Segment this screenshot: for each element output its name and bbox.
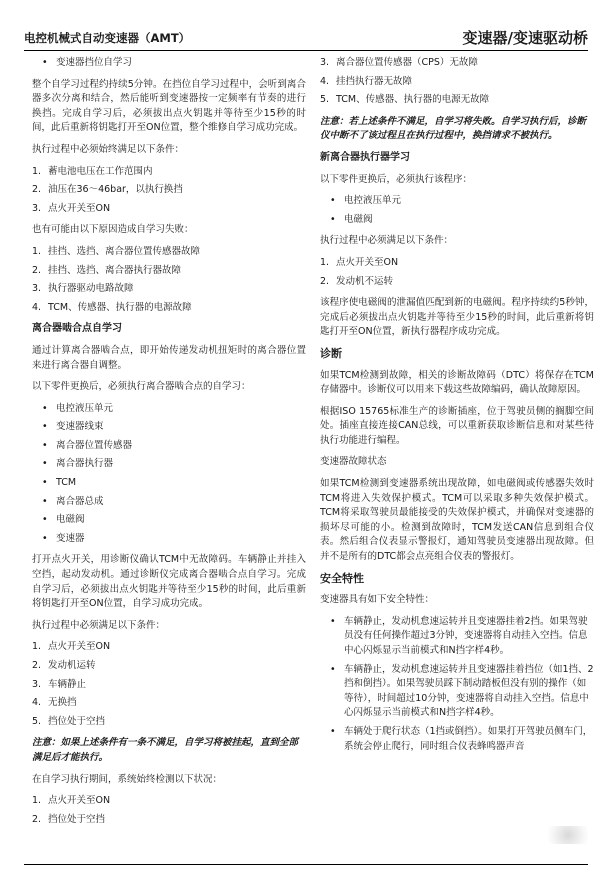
list-item [32, 165, 306, 180]
bullet-list [320, 615, 594, 754]
list-item [32, 813, 306, 828]
list-item [32, 659, 306, 674]
list-number: 3. [32, 283, 42, 295]
list-item [320, 275, 594, 290]
paragraph: 打开点火开关，用诊断仪确认TCM中无故障码。车辆静止并挂入空挡，起动发动机。通过诊断仪完成离合器啮合点自学习。完成自学习后，必须拔出点火钥匙并等待至少15秒的时间，此后重新将钥匙打开至ON位置，自学习成功完成。 [32, 554, 306, 610]
bullet-list [32, 402, 306, 547]
list-item-text: 电控液压单元 [344, 195, 402, 207]
list-item [320, 256, 594, 271]
list-number: 1. [32, 165, 42, 177]
list-item-text: 离合器执行器 [56, 458, 114, 470]
section-title: 诊断 [320, 346, 342, 360]
list-number: 2. [32, 184, 42, 196]
list-number: 1. [32, 245, 42, 257]
list-item [32, 282, 306, 297]
numbered-list [32, 245, 306, 315]
numbered-list [32, 640, 306, 729]
list-number: 1. [32, 641, 42, 653]
list-item-text: 电磁阀 [56, 514, 85, 526]
list-item-text: 挡位处于空挡 [48, 715, 106, 727]
list-item [32, 457, 306, 472]
bullet-list-intro [32, 56, 306, 71]
list-number: 2. [32, 813, 42, 825]
list-item-text: 点火开关至ON [48, 795, 111, 807]
list-item-text: 变速器线束 [56, 421, 104, 433]
list-item-text: 车辆静止，发动机怠速运转并且变速器挂着2挡。如果驾驶员没有任何操作超过3分钟，变速器将自动挂入空挡。信息中心闪烁显示当前模式和N挡字样4秒。 [344, 615, 588, 656]
paragraph: 变速器具有如下安全特性： [320, 594, 435, 606]
list-item [320, 75, 594, 90]
list-item [320, 615, 594, 659]
list-item-text: 离合器位置传感器（CPS）无故障 [336, 57, 478, 68]
list-number: 3. [320, 57, 330, 68]
list-item-text: TCM、传感器、执行器的电源无故障 [336, 94, 490, 106]
paragraph: 以下零件更换后，必须执行该程序： [320, 173, 473, 185]
list-item [32, 794, 306, 809]
warning-note: 注意：如果上述条件有一条不满足，自学习将被挂起，直到全部满足后才能执行。 [32, 737, 299, 763]
list-number: 2. [32, 660, 42, 671]
list-item-text: 离合器总成 [56, 495, 104, 507]
list-item-text: 挡位处于空挡 [48, 813, 106, 825]
paragraph: 该程序使电磁阀的泄漏值匹配到新的电磁阀。程序持续约5秒钟，完成后必须拔出点火钥匙并等待至少15秒的时间，此后重新将钥匙打开至ON位置，新执行器程序成功完成。 [320, 297, 594, 338]
warning-note: 注意：若上述条件不满足，自学习将失败。自学习执行后，诊断仪中断不了该过程且在执行过程中，换挡请求不被执行。 [320, 115, 587, 142]
list-item [320, 93, 594, 108]
bullet-list [320, 194, 594, 227]
list-item [32, 402, 306, 417]
subheading: 变速器故障状态 [320, 456, 387, 468]
list-item [32, 245, 306, 260]
list-item: • 变速器挡位自学习 [32, 56, 306, 71]
list-item [32, 532, 306, 547]
list-item [32, 495, 306, 510]
list-item-text: 挂挡、选挡、离合器位置传感器故障 [48, 245, 201, 257]
list-item-text: TCM [56, 477, 77, 489]
paragraph: 如果TCM检测到故障，相关的诊断故障码（DTC）将保存在TCM存储器中。诊断仪可以用来下载这些故障编码，确认故障原因。 [320, 369, 594, 396]
list-number: 1. [32, 795, 42, 807]
list-item-text: 无换挡 [48, 697, 77, 709]
list-item-text: 油压在36～46bar，以执行换挡 [48, 184, 183, 196]
list-item [32, 202, 306, 217]
numbered-list [320, 56, 594, 108]
paragraph: 执行过程中必须满足以下条件： [320, 235, 454, 247]
list-item-text: 挂挡、选挡、离合器执行器故障 [48, 264, 182, 276]
list-item [320, 663, 594, 721]
footer-rule [24, 864, 588, 865]
paragraph: 执行过程中必须始终满足以下条件： [32, 143, 185, 155]
list-item-text: TCM、传感器、执行器的电源故障 [48, 301, 192, 313]
list-item [320, 194, 594, 209]
list-number: 3. [32, 202, 42, 214]
paragraph: 在自学习执行期间，系统始终检测以下状况： [32, 773, 223, 785]
paragraph: 如果TCM检测到变速器系统出现故障，如电磁阀或传感器失效时TCM将进入失效保护模式。TCM可以采取多种失效保护模式。TCM将采取驾驶员最能接受的失效保护模式，并确保对变速器的损坏尽可能的小。检测到故障时，TCM发送CAN信息到组合仪表。然后组合仪表显示警报灯，通知驾驶员变速器出现故障。但并不是所有的DTC都会点亮组合仪表的警报灯。 [320, 478, 594, 563]
paragraph: 根据ISO 15765标准生产的诊断插座，位于驾驶员侧的搁脚空间处。插座直接连接CAN总线，可以重新获取诊断信息和对某些待执行功能进行编程。 [320, 405, 594, 446]
list-item [32, 420, 306, 435]
list-number: 2. [32, 264, 42, 276]
list-number: 1. [320, 256, 330, 268]
list-item [32, 439, 306, 454]
list-item [32, 264, 306, 279]
list-item [320, 56, 594, 71]
list-item-text: 发动机运转 [48, 660, 96, 671]
numbered-list [32, 165, 306, 217]
list-item [32, 640, 306, 655]
numbered-list [320, 256, 594, 289]
list-item-text: 车辆静止，发动机怠速运转并且变速器挂着挡位（如1挡、2挡和倒挡）。如果驾驶员踩下制动踏板但没有别的操作（如等待），时间超过10分钟，变速器将自动挂入空挡。信息中心闪烁显示当前模式和N挡字样4秒。 [344, 663, 594, 719]
list-item-text: 发动机不运转 [336, 275, 394, 287]
paragraph: 执行过程中必须满足以下条件： [32, 619, 166, 631]
list-number: 5. [32, 715, 42, 727]
list-item [32, 476, 306, 491]
list-number: 3. [32, 678, 42, 690]
list-number: 4. [320, 75, 330, 87]
list-item [32, 513, 306, 528]
left-column [32, 56, 306, 834]
list-item [32, 301, 306, 316]
list-number: 5. [320, 94, 330, 106]
section-title: 安全特性 [320, 571, 364, 585]
paragraph: 整个自学习过程约持续5分钟。在挡位自学习过程中，会听到离合器多次分离和结合，然后能听到变速器按一定频率有节奏的进行换挡。完成自学习后，必须拔出点火钥匙并等待至少15秒的时间，此后重新将钥匙打开至ON位置，整个维修自学习成功完成。 [32, 78, 306, 134]
list-item [32, 183, 306, 198]
watermark-image [548, 826, 588, 844]
list-item-text: 点火开关至ON [48, 202, 111, 214]
list-item-text: 点火开关至ON [336, 256, 399, 268]
section-heading: 新离合器执行器学习 [320, 151, 410, 163]
list-item-text: 蓄电池电压在工作范围内 [48, 165, 153, 177]
header-title-right: 变速器/变速驱动桥 [462, 29, 588, 47]
section-heading: 离合器啮合点自学习 [32, 323, 122, 335]
list-item [32, 696, 306, 711]
list-number: 4. [32, 697, 42, 709]
list-item-text: 点火开关至ON [48, 641, 111, 653]
list-number: 4. [32, 301, 42, 313]
list-item-text: 离合器位置传感器 [56, 439, 133, 451]
list-item-text: 电控液压单元 [56, 402, 114, 414]
header-title-left: 电控机械式自动变速器（AMT） [24, 31, 191, 45]
right-column [320, 56, 594, 761]
list-item [320, 725, 594, 754]
list-item [32, 678, 306, 693]
list-item-text: 挂挡执行器无故障 [336, 75, 413, 87]
list-item-text: 执行器驱动电路故障 [48, 283, 134, 295]
list-item-text: 变速器 [56, 532, 85, 544]
list-item-text: 车辆静止 [48, 678, 87, 690]
numbered-list [32, 794, 306, 827]
list-item [320, 213, 594, 228]
list-number: 2. [320, 275, 330, 287]
paragraph: 以下零件更换后，必须执行离合器啮合点的自学习： [32, 381, 251, 393]
paragraph: 也有可能由以下原因造成自学习失败： [32, 224, 194, 236]
paragraph: 通过计算离合器啮合点，即开始传递发动机扭矩时的离合器位置来进行离合器自调整。 [32, 344, 306, 371]
list-item-text: 电磁阀 [344, 213, 373, 225]
page-header [24, 28, 588, 51]
list-item [32, 715, 306, 730]
list-item-text: 车辆处于爬行状态（1挡或倒挡）。如果打开驾驶员侧车门，系统会停止爬行，同时组合仪表蜂鸣器声音 [344, 725, 593, 752]
